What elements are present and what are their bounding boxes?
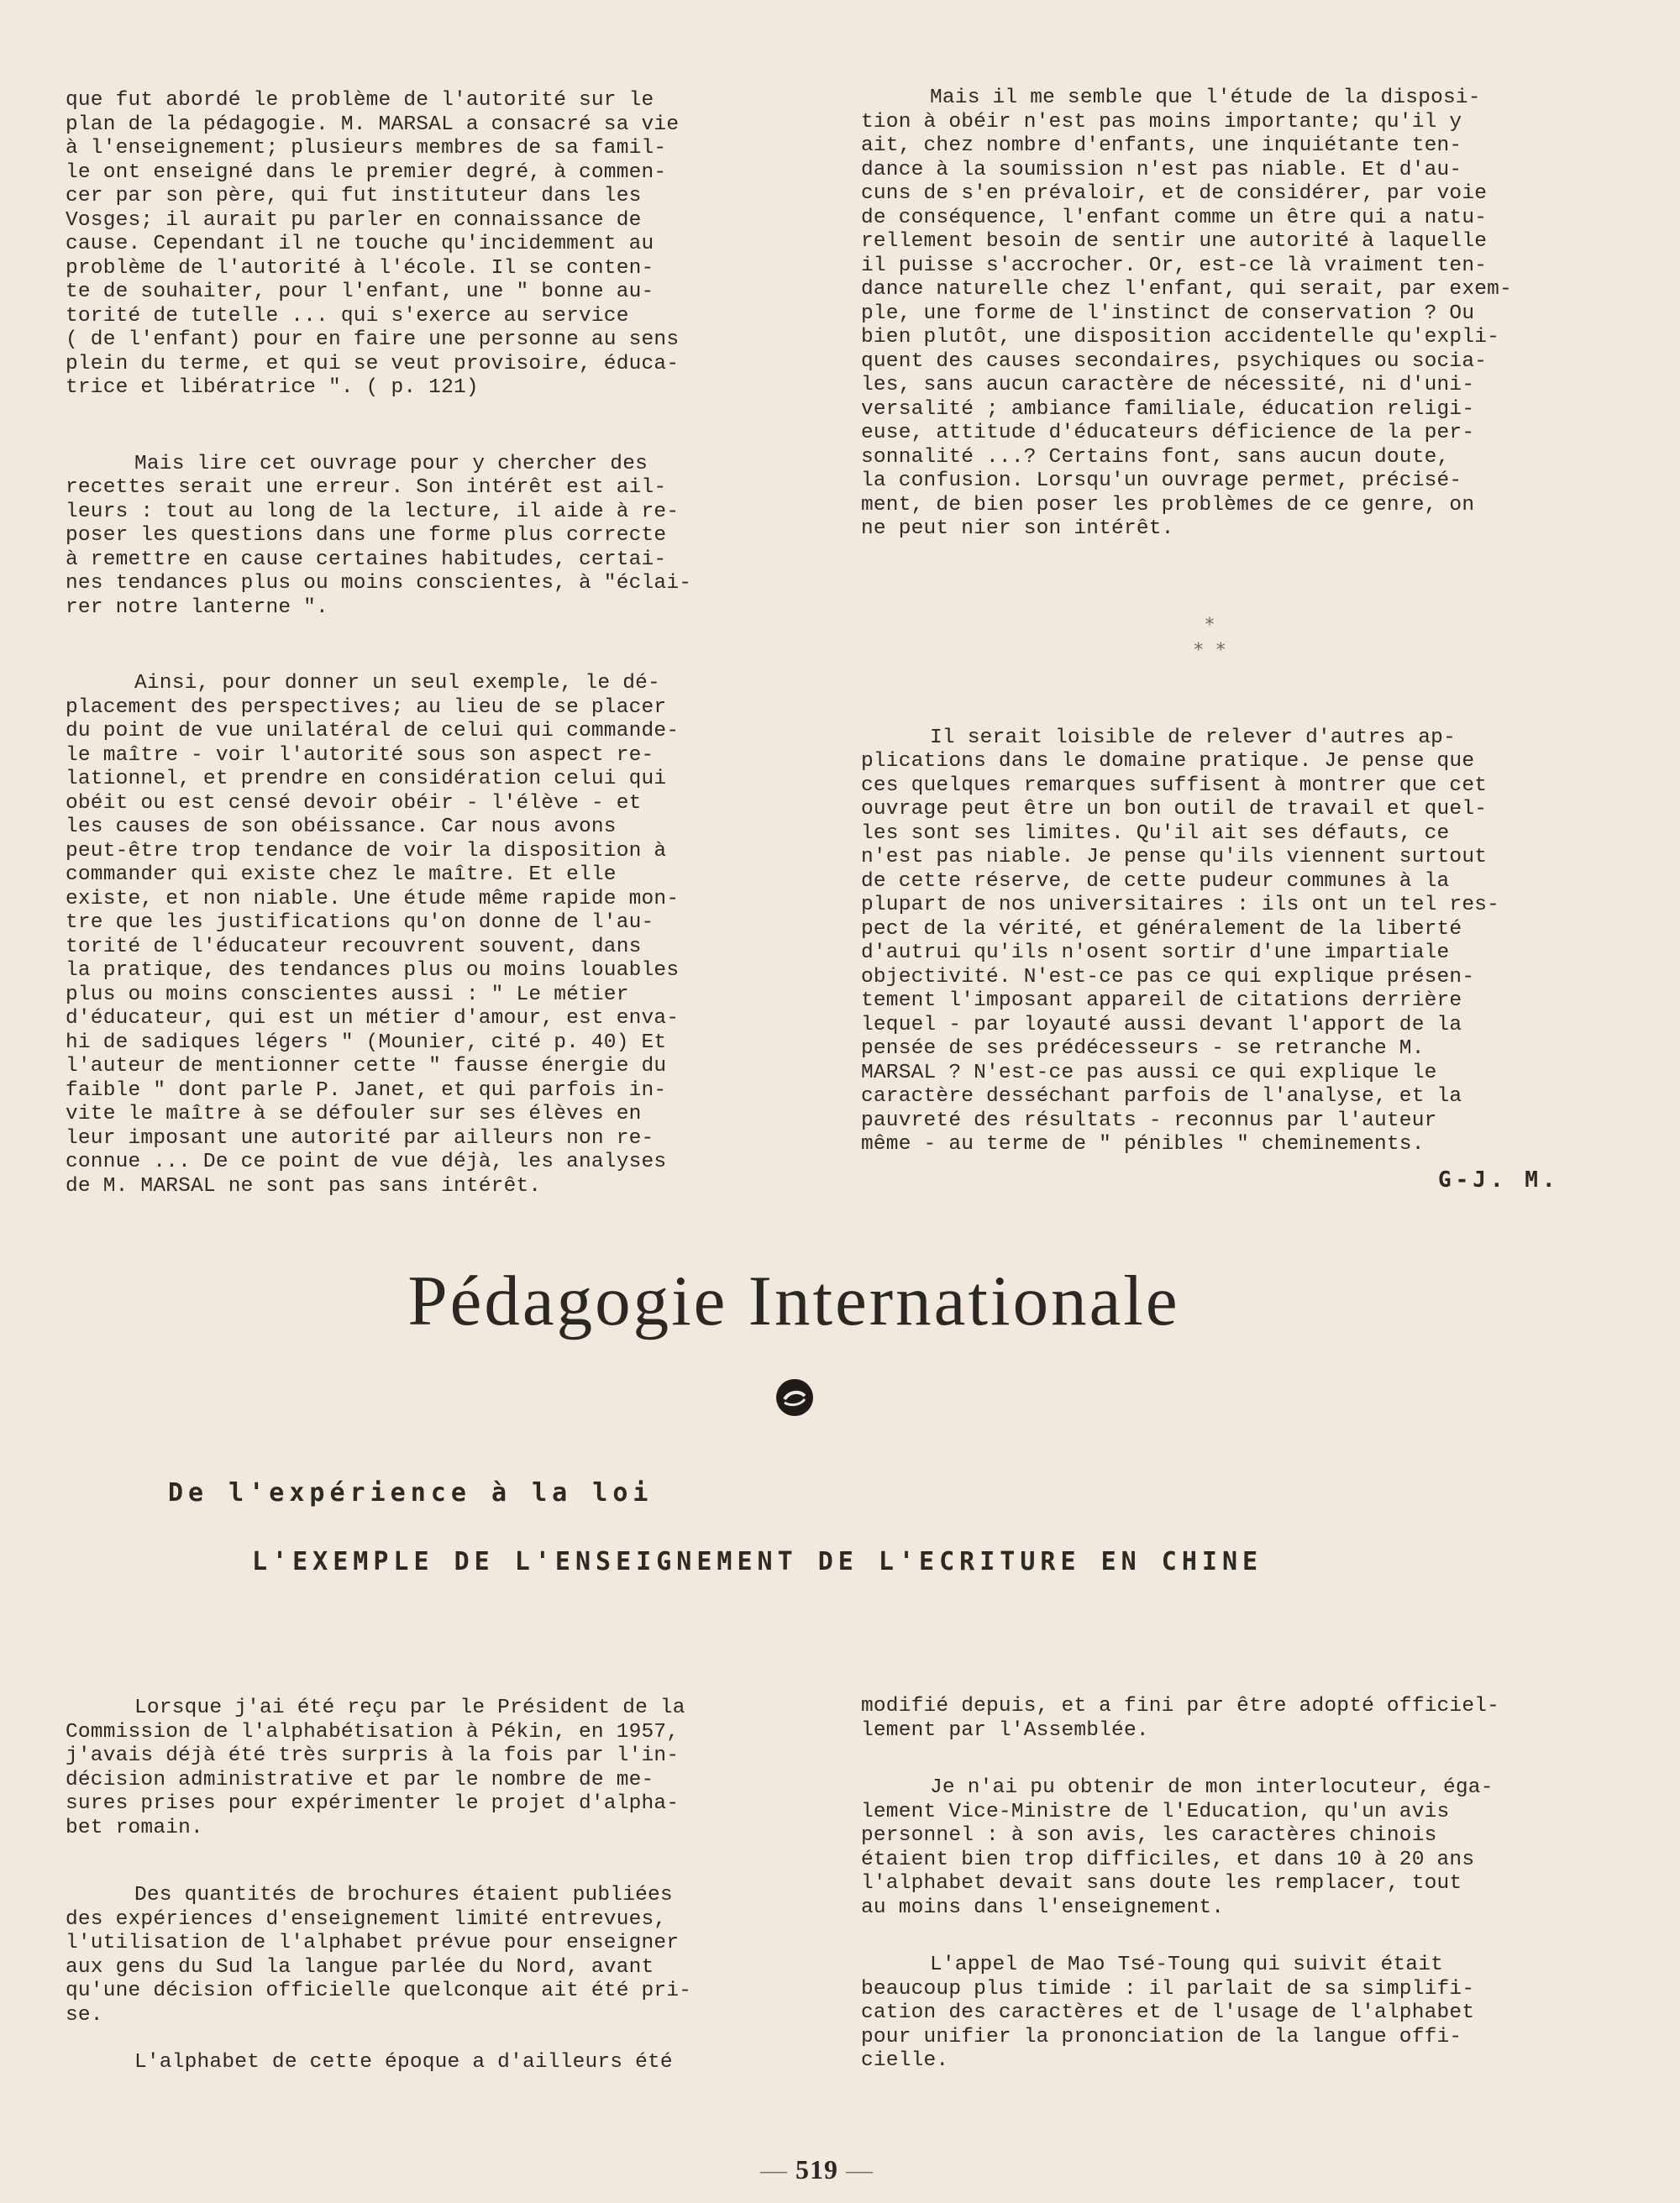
paragraph <box>66 672 788 1199</box>
text-line: les causes de son obéissance. Car nous avons <box>66 816 617 838</box>
text-line: aux gens du Sud la langue parlée du Nord, avant <box>66 1955 654 1979</box>
text-line: de conséquence, l'enfant comme un être qui a natu- <box>861 206 1488 229</box>
text-line: cause. Cependant il ne touche qu'incidemment au <box>66 233 654 255</box>
paragraph <box>861 726 1583 1157</box>
text-line: de cette réserve, de cette pudeur communes à la <box>861 869 1450 893</box>
text-line: rer notre lanterne ". <box>66 595 328 619</box>
text-line: cer par son père, qui fut instituteur dans les <box>66 185 642 207</box>
text-line: d'éducateur, qui est un métier d'amour, est enva- <box>66 1007 680 1030</box>
text-line: recettes serait une erreur. Son intérêt est ail- <box>66 476 667 499</box>
text-line: sures prises pour expérimenter le projet d'alpha- <box>66 1792 680 1815</box>
text-line: même - au terme de " pénibles " cheminements. <box>861 1133 1425 1156</box>
text-line: L'appel de Mao Tsé-Toung qui suivit était <box>930 1954 1443 1976</box>
text-line: décision administrative et par le nombre de me- <box>66 1768 654 1791</box>
top-left-column <box>66 89 788 1251</box>
paragraph <box>861 1776 1583 1920</box>
text-line: Il serait loisible de relever d'autres ap- <box>930 726 1456 749</box>
text-line: l'alphabet devait sans doute les remplacer, tout <box>861 1872 1462 1895</box>
text-line: MARSAL ? N'est-ce pas aussi ce qui explique le <box>861 1061 1437 1084</box>
paragraph <box>861 1954 1583 2074</box>
text-line: lement par l'Assemblée. <box>861 1718 1149 1742</box>
text-line: Je n'ai pu obtenir de mon interlocuteur, éga- <box>930 1776 1494 1799</box>
text-line: L'alphabet de cette époque a d'ailleurs été <box>134 2051 673 2074</box>
text-line: quent des causes secondaires, psychiques ou socia- <box>861 349 1488 373</box>
text-line: du point de vue unilatéral de celui qui commande- <box>66 720 680 742</box>
text-line: ( de l'enfant) pour en faire une personne au sens <box>66 328 680 351</box>
text-line: plus ou moins conscientes aussi : " Le métier <box>66 983 629 1006</box>
text-line: se. <box>66 2003 103 2027</box>
text-line: personnel : à son avis, les caractères chinois <box>861 1824 1437 1847</box>
text-line: problème de l'autorité à l'école. Il se conten- <box>66 256 654 280</box>
paragraph <box>66 2051 788 2075</box>
text-line: sonnalité ...? Certains font, sans aucun doute, <box>861 445 1450 469</box>
text-line: la confusion. Lorsqu'un ouvrage permet, précisé- <box>861 469 1462 492</box>
paragraph <box>66 1697 788 1840</box>
text-line: plein du terme, et qui se veut provisoire, éduca- <box>66 352 680 375</box>
text-line: tion à obéir n'est pas moins importante; qu'il y <box>861 110 1462 134</box>
text-line: torité de tutelle ... qui s'exerce au service <box>66 304 629 328</box>
dash-decoration: — <box>760 2154 795 2185</box>
text-line: commander qui existe chez le maître. Et elle <box>66 863 617 886</box>
author-signature: G-J. M. <box>1438 1167 1560 1193</box>
text-line: torité de l'éducateur recouvrent souvent, dans <box>66 935 642 958</box>
text-line: tre que les justifications qu'on donne de l'au- <box>66 911 654 934</box>
text-line: leurs : tout au long de la lecture, il aide à re- <box>66 500 680 523</box>
text-line: ment, de bien poser les problèmes de ce genre, on <box>861 493 1475 517</box>
text-line: pauvreté des résultats - reconnus par l'auteur <box>861 1109 1437 1132</box>
text-line: ces quelques remarques suffisent à montrer que cet <box>861 774 1488 797</box>
text-line: te de souhaiter, pour l'enfant, une " bonne au- <box>66 281 654 303</box>
text-line: ple, une forme de l'instinct de conservation ? Ou <box>861 302 1475 325</box>
section-break-asterisks <box>1176 613 1243 664</box>
text-line: hi de sadiques légers " (Mounier, cité p. 40) Et <box>66 1031 667 1054</box>
bottom-left-column <box>66 1697 788 2127</box>
text-line: lement Vice-Ministre de l'Education, qu'un avis <box>861 1800 1450 1823</box>
text-line: les, sans aucun caractère de nécessité, ni d'uni- <box>861 374 1475 396</box>
asterisks-text: * * * <box>1193 615 1226 661</box>
dash-decoration: — <box>838 2154 874 2185</box>
text-line: versalité ; ambiance familiale, éducation religi- <box>861 397 1475 421</box>
text-line: Commission de l'alphabétisation à Pékin, en 1957, <box>66 1720 680 1744</box>
text-line: cielle. <box>861 2049 949 2072</box>
text-line: tement l'imposant appareil de citations derrière <box>861 989 1462 1012</box>
text-line: objectivité. N'est-ce pas ce qui explique présen- <box>861 965 1475 989</box>
text-line: qu'une décision officielle quelconque ait été pri- <box>66 1980 692 2002</box>
text-line: pour unifier la prononciation de la langue offi- <box>861 2025 1462 2048</box>
text-line: beaucoup plus timide : il parlait de sa simplifi- <box>861 1977 1475 2001</box>
text-line: rellement besoin de sentir une autorité à laquelle <box>861 230 1488 253</box>
text-line: ouvrage peut être un bon outil de travail et quel- <box>861 798 1488 821</box>
text-line: la pratique, des tendances plus ou moins louables <box>66 959 680 982</box>
text-line: lationnel, et prendre en considération celui qui <box>66 768 667 790</box>
paragraph <box>66 453 788 621</box>
text-line: l'auteur de mentionner cette " fausse énergie du <box>66 1055 667 1078</box>
text-line: bien plutôt, une disposition accidentelle qu'expli- <box>861 326 1500 349</box>
text-line: faible " dont parle P. Janet, et qui parfois in- <box>66 1078 667 1102</box>
text-line: nes tendances plus ou moins conscientes, à "éclai- <box>66 572 692 595</box>
text-line: plupart de nos universitaires : ils ont un tel res- <box>861 894 1500 916</box>
text-line: à l'enseignement; plusieurs membres de sa famil- <box>66 137 667 160</box>
text-line: pensée de ses prédécesseurs - se retranche M. <box>861 1037 1425 1060</box>
text-line: Des quantités de brochures étaient publiées <box>134 1884 673 1907</box>
article-kicker: De l'expérience à la loi <box>168 1478 654 1508</box>
text-line: Ainsi, pour donner un seul exemple, le dé- <box>134 672 660 695</box>
text-line: placement des perspectives; au lieu de se placer <box>66 695 667 719</box>
text-line: des expériences d'enseignement limité entrevues, <box>66 1907 667 1931</box>
text-line: lequel - par loyauté aussi devant l'apport de la <box>861 1013 1462 1036</box>
bottom-right-column <box>861 1695 1583 2126</box>
text-line: peut-être trop tendance de voir la disposition à <box>66 839 667 863</box>
text-line: il puisse s'accrocher. Or, est-ce là vraiment ten- <box>861 254 1488 277</box>
text-line: existe, et non niable. Une étude même rapide mon- <box>66 887 680 910</box>
text-line: au moins dans l'enseignement. <box>861 1896 1225 1919</box>
paragraph <box>66 89 788 401</box>
text-line: dance à la soumission n'est pas niable. Et d'au- <box>861 158 1462 181</box>
text-line: étaient bien trop difficiles, et dans 10 à 20 ans <box>861 1848 1475 1871</box>
paragraph <box>861 87 1583 542</box>
text-line: caractère desséchant parfois de l'analyse, et la <box>861 1085 1462 1108</box>
text-line: obéit ou est censé devoir obéir - l'élève - et <box>66 791 642 815</box>
text-line: cuns de s'en prévaloir, et de considérer, par voie <box>861 182 1488 205</box>
text-line: dance naturelle chez l'enfant, qui serait, par exem- <box>861 278 1512 301</box>
text-line: le ont enseigné dans le premier degré, à commen- <box>66 160 667 184</box>
text-line: d'autrui qu'ils n'osent sortir d'une impartiale <box>861 942 1450 964</box>
paragraph <box>861 1695 1583 1743</box>
section-title: Pédagogie Internationale <box>407 1261 1180 1340</box>
article-title: L'EXEMPLE DE L'ENSEIGNEMENT DE L'ECRITURE EN CHINE <box>252 1547 1263 1576</box>
text-line: leur imposant une autorité par ailleurs non re- <box>66 1126 654 1150</box>
text-line: plan de la pédagogie. M. MARSAL a consacré sa vie <box>66 113 680 136</box>
text-line: l'utilisation de l'alphabet prévue pour enseigner <box>66 1932 680 1954</box>
text-line: vite le maître à se défouler sur ses élèves en <box>66 1103 642 1125</box>
text-line: modifié depuis, et a fini par être adopté officiel- <box>861 1695 1500 1718</box>
text-line: cation des caractères et de l'usage de l'alphabet <box>861 2001 1475 2024</box>
text-line: plications dans le domaine pratique. Je pense que <box>861 750 1475 773</box>
text-line: Vosges; il aurait pu parler en connaissance de <box>66 208 642 232</box>
ornament-logo-icon <box>776 1379 813 1416</box>
text-line: pect de la vérité, et généralement de la liberté <box>861 917 1462 941</box>
page-number: 519 <box>795 2154 838 2185</box>
text-line: le maître - voir l'autorité sous son aspect re- <box>66 743 654 767</box>
text-line: Mais lire cet ouvrage pour y chercher des <box>134 452 648 475</box>
paragraph <box>66 1884 788 2027</box>
text-line: ne peut nier son intérêt. <box>861 517 1174 540</box>
text-line: j'avais déjà été très surpris à la fois par l'in- <box>66 1744 680 1767</box>
text-line: bet romain. <box>66 1816 203 1839</box>
text-line: poser les questions dans une forme plus correcte <box>66 524 667 547</box>
text-line: n'est pas niable. Je pense qu'ils viennent surtout <box>861 846 1488 868</box>
text-line: de M. MARSAL ne sont pas sans intérêt. <box>66 1174 542 1198</box>
text-line: que fut abordé le problème de l'autorité sur le <box>66 89 654 112</box>
text-line: Lorsque j'ai été reçu par le Président de la <box>134 1697 685 1719</box>
text-line: ait, chez nombre d'enfants, une inquiétante ten- <box>861 134 1462 157</box>
text-line: connue ... De ce point de vue déjà, les analyses <box>66 1151 667 1173</box>
text-line: à remettre en cause certaines habitudes, certai- <box>66 548 667 571</box>
text-line: trice et libératrice ". ( p. 121) <box>66 376 479 399</box>
text-line: les sont ses limites. Qu'il ait ses défauts, ce <box>861 821 1450 845</box>
text-line: Mais il me semble que l'étude de la disposi- <box>930 87 1481 109</box>
page-number-block <box>760 2154 874 2185</box>
text-line: euse, attitude d'éducateurs déficience de la per- <box>861 422 1475 444</box>
